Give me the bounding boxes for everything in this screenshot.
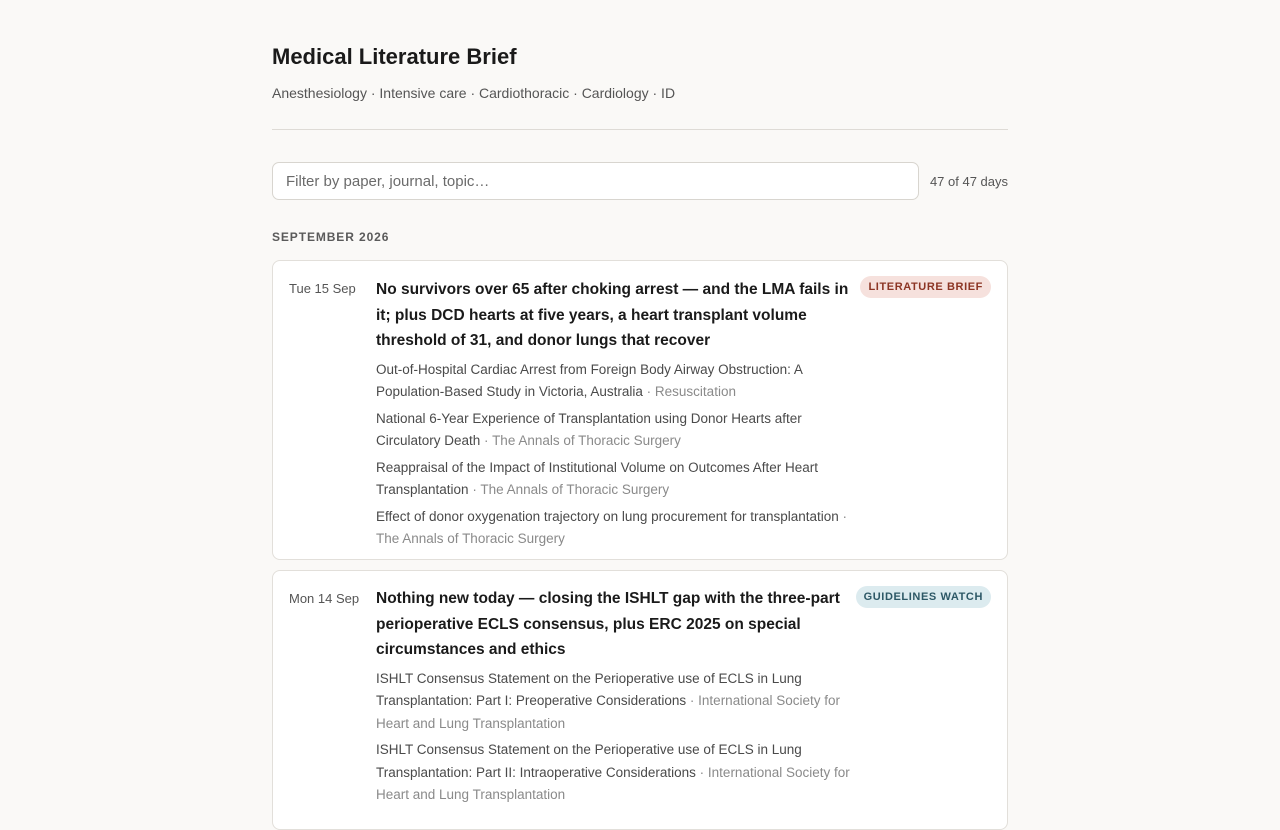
paper-source [480, 433, 681, 448]
paper-item [376, 668, 851, 736]
filter-input[interactable] [272, 162, 919, 200]
day-date: Tue 15 Sep [289, 281, 356, 296]
paper-source-name: International Society for Heart and Lung Transplantation [376, 693, 841, 731]
category-badge: LITERATURE BRIEF [860, 276, 991, 298]
paper-source [469, 482, 670, 497]
separator: · [695, 764, 708, 780]
paper-item [376, 457, 851, 502]
paper-title[interactable]: Out-of-Hospital Cardiac Arrest from Foreign Body Airway Obstruction: A Population-Based Study in Victoria, Australia [376, 361, 803, 399]
paper-title[interactable]: ISHLT Consensus Statement on the Perioperative use of ECLS in Lung Transplantation: Part I: Preoperative Considerations [376, 670, 802, 708]
separator: · [686, 693, 699, 708]
day-card-body [376, 586, 851, 807]
paper-source [643, 384, 736, 399]
category-badge: GUIDELINES WATCH [856, 586, 991, 608]
paper-list [376, 668, 851, 807]
day-card-body [376, 277, 851, 551]
separator: · [480, 433, 493, 448]
header-divider [272, 129, 1008, 130]
paper-item [376, 739, 851, 807]
paper-title[interactable]: ISHLT Consensus Statement on the Perioperative use of ECLS in Lung Transplantation: Part II: Intraoperative Considerations [376, 742, 802, 780]
site-title: Medical Literature Brief [272, 44, 517, 69]
separator: · [838, 508, 848, 524]
separator: · [468, 482, 481, 497]
day-headline[interactable]: No survivors over 65 after choking arrest — and the LMA fails in it; plus DCD hearts at five years, a heart transplant volume threshold of 31, and donor lungs that recover [376, 281, 849, 349]
paper-source-name: The Annals of Thoracic Surgery [492, 433, 681, 448]
day-headline[interactable]: Nothing new today — closing the ISHLT gap with the three-part perioperative ECLS consensus, plus ERC 2025 on special circumstances and ethics [376, 590, 840, 658]
paper-item [376, 359, 851, 404]
paper-title[interactable]: Effect of donor oxygenation trajectory on lung procurement for transplantation [376, 508, 839, 524]
day-card[interactable] [272, 260, 1008, 560]
day-date: Mon 14 Sep [289, 591, 360, 606]
paper-source-name: The Annals of Thoracic Surgery [376, 531, 565, 546]
paper-title[interactable]: National 6-Year Experience of Transplantation using Donor Hearts after Circulatory Death [376, 410, 802, 448]
day-card[interactable] [272, 570, 1008, 830]
paper-item [376, 408, 851, 453]
paper-source-name: Resuscitation [654, 384, 736, 399]
paper-list [376, 359, 851, 551]
day-count: 47 of 47 days [929, 174, 1008, 189]
separator: · [642, 384, 655, 399]
specialty-list: Anesthesiology · Intensive care · Cardiothoracic · Cardiology · ID [272, 85, 676, 101]
paper-source-name: The Annals of Thoracic Surgery [480, 482, 670, 497]
month-heading: SEPTEMBER 2026 [272, 230, 390, 244]
paper-item [376, 506, 851, 551]
paper-title[interactable]: Reappraisal of the Impact of Institutional Volume on Outcomes After Heart Transplantation [376, 459, 818, 497]
paper-source-name: International Society for Heart and Lung Transplantation [376, 764, 850, 802]
